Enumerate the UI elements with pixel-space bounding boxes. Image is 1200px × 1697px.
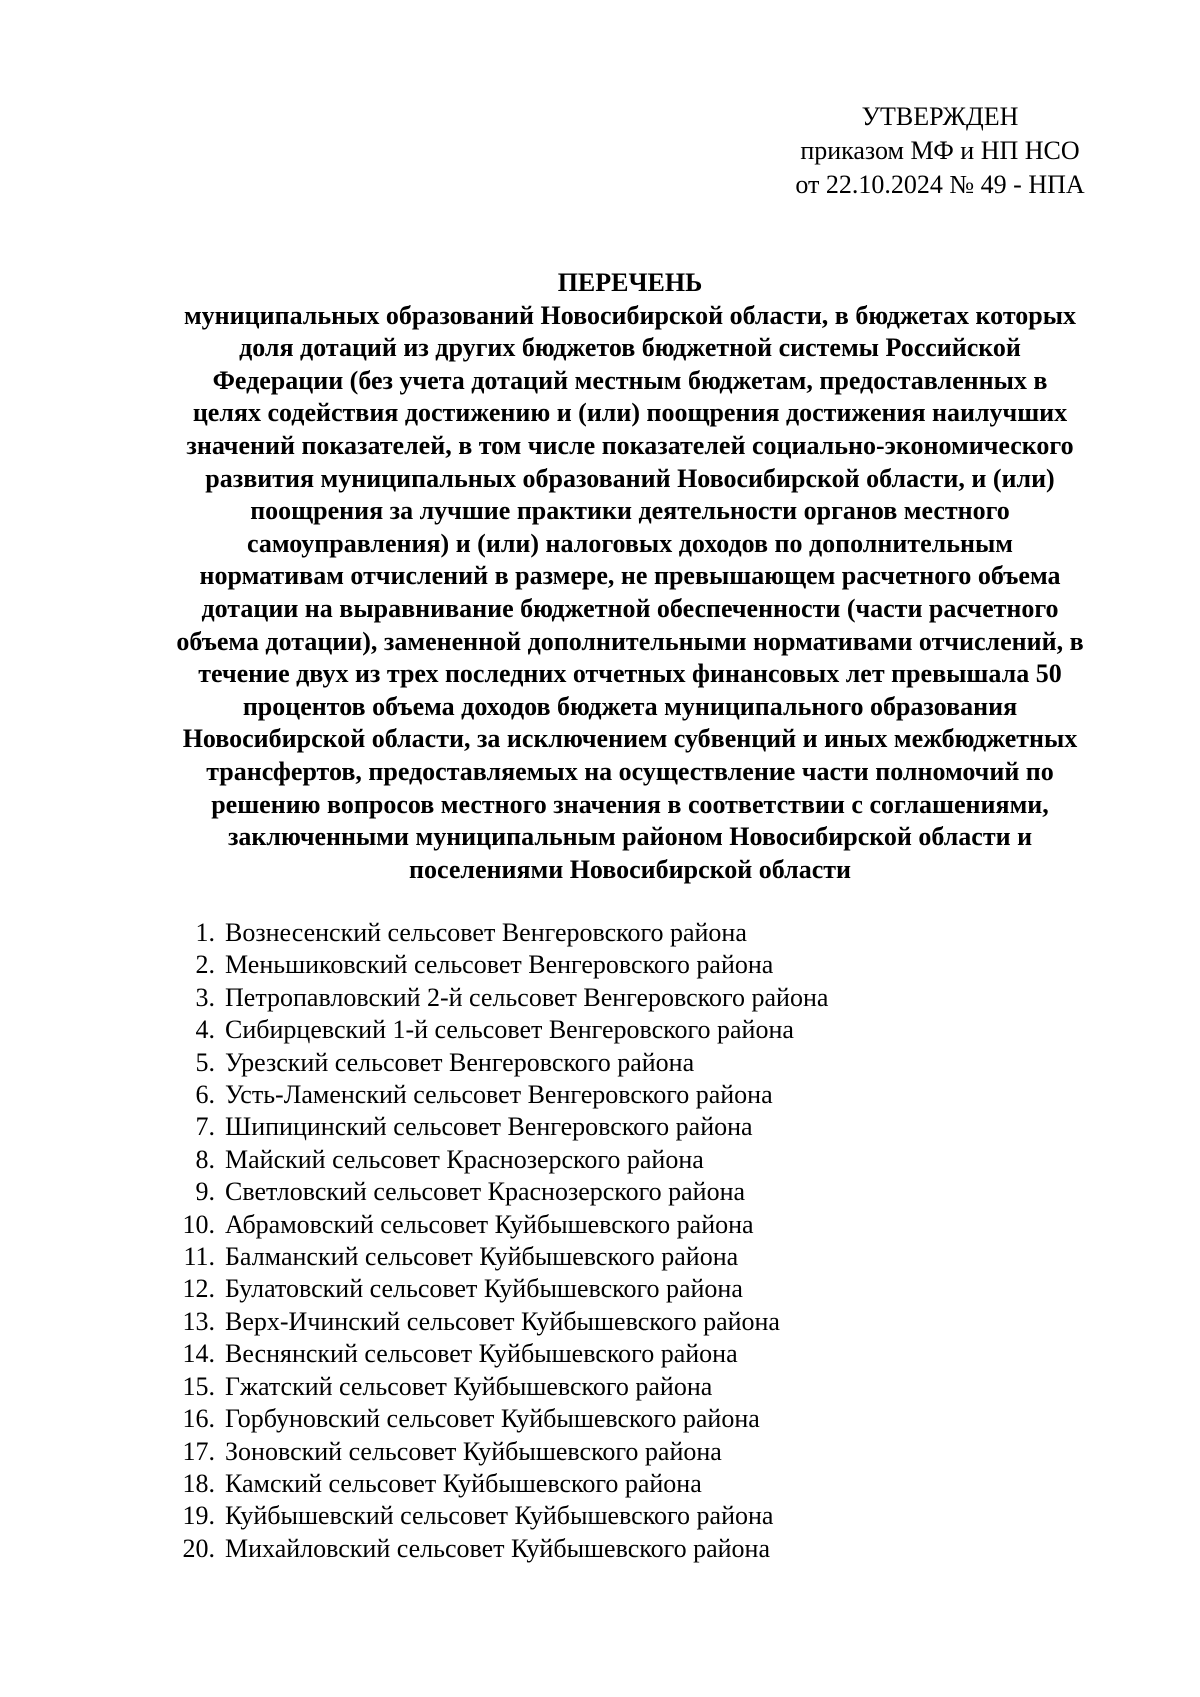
- list-item: [160, 1273, 828, 1305]
- document-heading: ПЕРЕЧЕНЬ: [557, 268, 703, 297]
- item-text: Верх-Ичинский сельсовет Куйбышевского района: [225, 1306, 780, 1336]
- municipality-list: [160, 917, 828, 1565]
- title-line: объема дотации), замененной дополнительными нормативами отчислений, в: [176, 626, 1084, 656]
- list-item: [160, 1436, 828, 1468]
- list-item: [160, 1079, 828, 1111]
- item-number: 12.: [182, 1274, 215, 1304]
- item-text: Балманский сельсовет Куйбышевского района: [225, 1242, 739, 1272]
- list-item: [160, 982, 828, 1014]
- list-item: [160, 1176, 828, 1208]
- item-number: 20.: [182, 1533, 215, 1563]
- list-item: [160, 1209, 828, 1241]
- list-item: [160, 1403, 828, 1435]
- item-text: Майский сельсовет Краснозерского района: [225, 1144, 704, 1174]
- item-number: 18.: [182, 1468, 215, 1498]
- item-number: 10.: [182, 1209, 215, 1239]
- title-line: трансфертов, предоставляемых на осуществление части полномочий по: [206, 756, 1054, 786]
- item-number: 5.: [195, 1047, 215, 1077]
- item-number: 2.: [195, 950, 215, 980]
- title-line: нормативам отчислений в размере, не превышающем расчетного объема: [199, 561, 1061, 591]
- item-text: Усть-Ламенский сельсовет Венгеровского района: [225, 1080, 773, 1110]
- approval-status: УТВЕРЖДЕН: [861, 102, 1019, 131]
- title-line: самоуправления) и (или) налоговых доходов по дополнительным: [247, 528, 1013, 558]
- approval-stamp: [760, 100, 1120, 202]
- item-number: 3.: [195, 982, 215, 1012]
- item-text: Сибирцевский 1-й сельсовет Венгеровского района: [225, 1015, 794, 1045]
- item-text: Гжатский сельсовет Куйбышевского района: [225, 1371, 713, 1401]
- list-item: [160, 1047, 828, 1079]
- title-line: значений показателей, в том числе показателей социально-экономического: [186, 430, 1074, 460]
- title-line: течение двух из трех последних отчетных финансовых лет превышала 50: [198, 659, 1062, 689]
- title-line: муниципальных образований Новосибирской области, в бюджетах которых: [183, 300, 1077, 330]
- item-number: 16.: [182, 1404, 215, 1434]
- item-number: 19.: [182, 1501, 215, 1531]
- list-item: [160, 917, 828, 949]
- list-item: [160, 1338, 828, 1370]
- list-item: [160, 1468, 828, 1500]
- title-line: поощрения за лучшие практики деятельности органов местного: [250, 496, 1010, 526]
- item-number: 9.: [195, 1177, 215, 1207]
- item-number: 1.: [195, 918, 215, 947]
- title-line: процентов объема доходов бюджета муниципального образования: [242, 691, 1018, 721]
- list-item: [160, 1014, 828, 1046]
- item-text: Булатовский сельсовет Куйбышевского района: [225, 1274, 743, 1304]
- item-number: 13.: [182, 1306, 215, 1336]
- list-item: [160, 1111, 828, 1143]
- item-number: 4.: [195, 1015, 215, 1045]
- list-item: [160, 1144, 828, 1176]
- title-line: Новосибирской области, за исключением субвенций и иных межбюджетных: [182, 724, 1078, 754]
- list-item: [160, 1241, 828, 1273]
- item-text: Веснянский сельсовет Куйбышевского района: [225, 1339, 738, 1369]
- title-line: целях содействия достижению и (или) поощрения достижения наилучших: [192, 398, 1068, 428]
- item-text: Петропавловский 2-й сельсовет Венгеровского района: [225, 982, 829, 1012]
- item-number: 14.: [182, 1339, 215, 1369]
- item-text: Камский сельсовет Куйбышевского района: [225, 1468, 702, 1498]
- list-item: [160, 1306, 828, 1338]
- item-text: Зоновский сельсовет Куйбышевского района: [225, 1436, 722, 1466]
- item-text: Светловский сельсовет Краснозерского района: [225, 1177, 746, 1207]
- item-number: 11.: [183, 1242, 215, 1272]
- list-item: [160, 1500, 828, 1532]
- title-line: развития муниципальных образований Новосибирской области, и (или): [205, 463, 1055, 493]
- item-text: Куйбышевский сельсовет Куйбышевского района: [225, 1501, 774, 1531]
- title-line: дотации на выравнивание бюджетной обеспеченности (части расчетного: [201, 593, 1059, 623]
- item-text: Вознесенский сельсовет Венгеровского района: [225, 918, 747, 947]
- item-text: Меньшиковский сельсовет Венгеровского района: [225, 950, 774, 980]
- item-text: Абрамовский сельсовет Куйбышевского района: [225, 1209, 754, 1239]
- approval-date-number: от 22.10.2024 № 49 - НПА: [795, 170, 1085, 199]
- item-text: Горбуновский сельсовет Куйбышевского района: [225, 1404, 760, 1434]
- list-item: [160, 1533, 828, 1565]
- title-line: поселениями Новосибирской области: [408, 854, 851, 884]
- item-number: 6.: [195, 1080, 215, 1110]
- item-text: Михайловский сельсовет Куйбышевского района: [225, 1533, 770, 1563]
- document-title: [120, 267, 1140, 886]
- approval-order: приказом МФ и НП НСО: [800, 136, 1080, 165]
- item-number: 15.: [182, 1371, 215, 1401]
- item-text: Шипицинский сельсовет Венгеровского района: [225, 1112, 753, 1142]
- title-line: заключенными муниципальным районом Новосибирской области и: [227, 822, 1033, 852]
- item-number: 17.: [182, 1436, 215, 1466]
- item-number: 7.: [195, 1112, 215, 1142]
- item-text: Урезский сельсовет Венгеровского района: [225, 1047, 695, 1077]
- title-line: решению вопросов местного значения в соответствии с соглашениями,: [211, 789, 1049, 819]
- title-line: доля дотаций из других бюджетов бюджетной системы Российской: [239, 333, 1021, 363]
- list-item: [160, 949, 828, 981]
- list-item: [160, 1371, 828, 1403]
- title-line: Федерации (без учета дотаций местным бюджетам, предоставленных в: [212, 365, 1048, 395]
- item-number: 8.: [195, 1144, 215, 1174]
